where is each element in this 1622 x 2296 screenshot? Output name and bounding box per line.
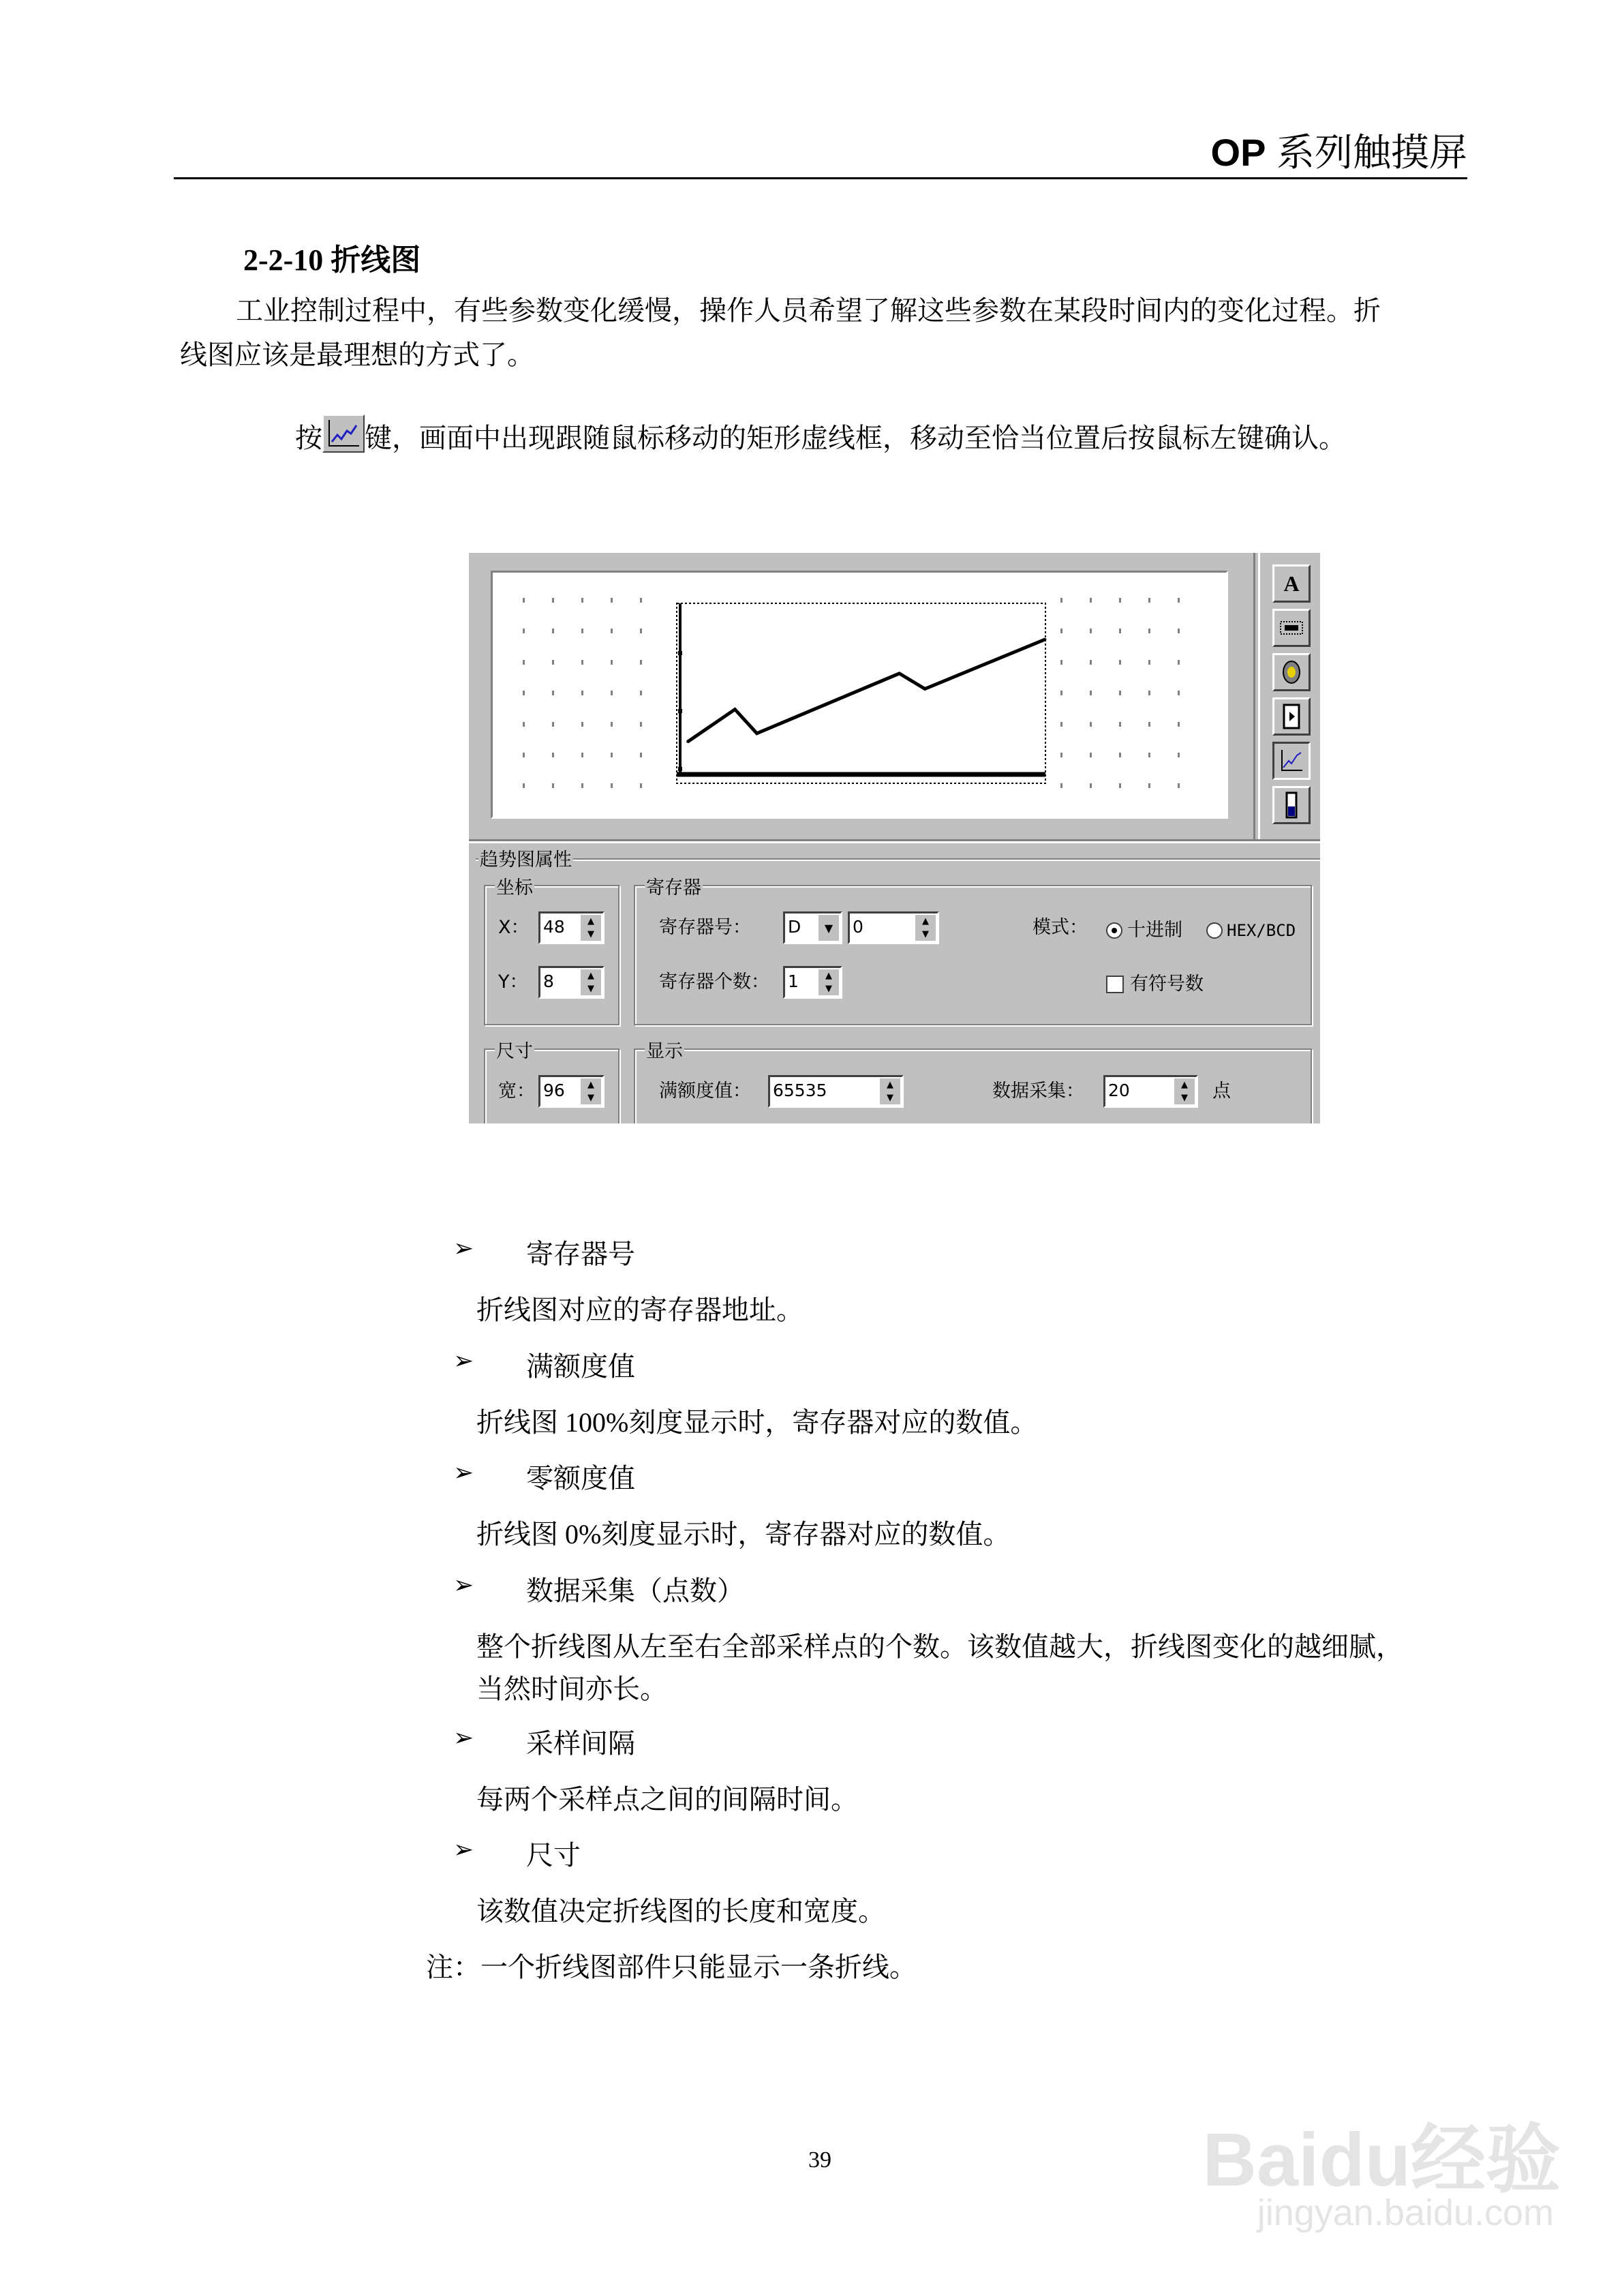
- grid-dot: [640, 629, 642, 633]
- panel-separator: [469, 839, 1320, 843]
- page-number: 39: [808, 2147, 831, 2173]
- trend-chart-icon: [322, 414, 365, 453]
- grid-dot: [611, 598, 613, 603]
- numeric-tool-button[interactable]: [1272, 609, 1311, 647]
- grid-dot: [1090, 598, 1092, 603]
- note: 注：一个折线图部件只能显示一条折线。: [426, 1952, 917, 1982]
- grid-dot: [1119, 598, 1121, 603]
- press-before: 按: [295, 423, 322, 453]
- page-header: [1211, 123, 1467, 177]
- grid-dot: [1178, 629, 1180, 633]
- grid-dot: [1119, 783, 1121, 788]
- watermark-url: jingyan.baidu.com: [1257, 2192, 1554, 2233]
- grid-dot: [523, 783, 525, 788]
- grid-dot: [1148, 598, 1150, 603]
- grid-dot: [1148, 629, 1150, 633]
- grid-dot: [1148, 722, 1150, 727]
- grid-dot: [1090, 753, 1092, 757]
- item-description: 整个折线图从左至右全部采样点的个数。该数值越大，折线图变化的越细腻，: [476, 1631, 1403, 1662]
- x-label: X：: [498, 917, 530, 938]
- bullet-arrow-icon: ➢: [453, 1459, 474, 1486]
- canvas-drawing: [493, 573, 1226, 817]
- mode-label: 模式：: [1032, 917, 1088, 938]
- coord-group: [484, 877, 619, 1025]
- grid-dot: [1060, 722, 1062, 727]
- intro-line-2: 线图应该是最理想的方式了。: [180, 339, 534, 370]
- header-brand: OP: [1210, 131, 1266, 174]
- y-axis-tick: [678, 767, 682, 771]
- grid-dot: [523, 629, 525, 633]
- grid-dot: [1148, 691, 1150, 695]
- grid-dot: [552, 783, 554, 788]
- mode-hex-label: HEX/BCD: [1227, 921, 1296, 940]
- item-description: 当然时间亦长。: [476, 1674, 667, 1704]
- trend-line: [688, 639, 1045, 742]
- samples-spinner[interactable]: ▲ ▼: [1174, 1078, 1195, 1104]
- bullet-arrow-icon: ➢: [453, 1235, 474, 1262]
- text-tool-button[interactable]: [1272, 564, 1311, 603]
- reg-count-input[interactable]: [783, 966, 842, 999]
- full-scale-spinner[interactable]: ▲ ▼: [880, 1078, 900, 1104]
- full-scale-label: 满额度值：: [659, 1081, 751, 1102]
- item-description: 折线图 100%刻度显示时，寄存器对应的数值。: [476, 1407, 1038, 1438]
- grid-dot: [611, 722, 613, 727]
- signed-checkbox[interactable]: [1106, 976, 1124, 993]
- samples-input[interactable]: [1103, 1075, 1198, 1108]
- grid-dot: [581, 783, 583, 788]
- grid-dot: [552, 660, 554, 665]
- grid-dot: [1119, 691, 1121, 695]
- header-rule: [174, 177, 1467, 179]
- trend-chart-icon: [1278, 747, 1305, 774]
- grid-dot: [1178, 753, 1180, 757]
- grid-dot: [640, 722, 642, 727]
- item-title: 满额度值: [526, 1351, 635, 1382]
- signed-label: 有符号数: [1130, 973, 1204, 995]
- text-icon: A: [1283, 571, 1300, 596]
- trend-point: [1045, 638, 1047, 640]
- item-description: 该数值决定折线图的长度和宽度。: [476, 1896, 885, 1927]
- size-group-title: 尺寸: [495, 1036, 534, 1063]
- grid-dot: [640, 660, 642, 665]
- grid-dot: [552, 753, 554, 757]
- mode-dec-label: 十进制: [1127, 920, 1182, 941]
- reg-count-value: 1: [788, 971, 799, 991]
- watermark-text: Baidu经验: [1202, 2118, 1561, 2202]
- grid-dot: [1060, 753, 1062, 757]
- x-value: 48: [543, 917, 565, 937]
- x-input[interactable]: [538, 911, 605, 944]
- register-group-title: 寄存器: [645, 873, 703, 899]
- chevron-down-icon[interactable]: ▼: [818, 915, 839, 941]
- reg-addr-spinner[interactable]: ▲ ▼: [915, 915, 936, 941]
- lamp-icon: [1279, 659, 1304, 686]
- item-title: 数据采集（点数）: [526, 1575, 744, 1606]
- grid-dot: [523, 691, 525, 695]
- grid-dot: [1060, 660, 1062, 665]
- grid-dot: [1060, 629, 1062, 633]
- grid-dot: [640, 753, 642, 757]
- grid-dot: [1119, 753, 1121, 757]
- grid-dot: [640, 691, 642, 695]
- width-value: 96: [543, 1081, 565, 1100]
- grid-dot: [523, 660, 525, 665]
- bar-graph-icon: [1281, 791, 1302, 819]
- grid-dot: [1090, 660, 1092, 665]
- grid-dot: [1060, 783, 1062, 788]
- bullet-arrow-icon: ➢: [453, 1571, 474, 1599]
- toolbar-separator: [1253, 553, 1260, 839]
- bargraph-tool-button[interactable]: [1272, 786, 1311, 824]
- item-description: 每两个采样点之间的间隔时间。: [476, 1784, 858, 1815]
- grid-dot: [1148, 753, 1150, 757]
- reg-type-select[interactable]: [783, 911, 842, 944]
- grid-dot: [1090, 783, 1092, 788]
- trend-tool-button[interactable]: [1272, 742, 1311, 780]
- button-icon: [1281, 704, 1302, 729]
- grid-dot: [1178, 783, 1180, 788]
- grid-dot: [1178, 691, 1180, 695]
- item-title: 尺寸: [526, 1840, 581, 1871]
- width-input[interactable]: [538, 1075, 605, 1108]
- grid-dot: [581, 629, 583, 633]
- display-group-title: 显示: [645, 1036, 684, 1063]
- grid-dot: [1090, 691, 1092, 695]
- reg-no-label: 寄存器号：: [659, 917, 751, 938]
- grid-dot: [1090, 722, 1092, 727]
- width-label: 宽：: [498, 1081, 535, 1102]
- trend-point: [898, 672, 900, 674]
- samples-label: 数据采集：: [992, 1081, 1084, 1102]
- grid-dot: [552, 598, 554, 603]
- full-scale-input[interactable]: [768, 1075, 904, 1108]
- grid-dot: [581, 598, 583, 603]
- reg-addr-value: 0: [853, 917, 863, 937]
- bullet-arrow-icon: ➢: [453, 1836, 474, 1863]
- grid-dot: [1148, 783, 1150, 788]
- coord-group-title: 坐标: [495, 873, 534, 899]
- register-group: [634, 877, 1312, 1025]
- press-instruction: [295, 414, 1346, 460]
- grid-dot: [581, 660, 583, 665]
- lamp-tool-button[interactable]: [1272, 653, 1311, 691]
- grid-dot: [523, 753, 525, 757]
- width-spinner[interactable]: ▲ ▼: [581, 1078, 601, 1104]
- item-title: 零额度值: [526, 1463, 635, 1494]
- grid-dot: [523, 598, 525, 603]
- grid-dot: [581, 753, 583, 757]
- grid-dot: [611, 783, 613, 788]
- full-scale-value: 65535: [773, 1081, 827, 1100]
- trend-chart-dialog: [469, 553, 1320, 1123]
- y-label: Y：: [498, 971, 528, 993]
- button-tool-button[interactable]: [1272, 697, 1311, 736]
- trend-point: [756, 732, 758, 734]
- trend-point: [686, 741, 688, 743]
- grid-dot: [1148, 660, 1150, 665]
- x-spinner[interactable]: ▲ ▼: [581, 915, 601, 941]
- grid-dot: [1060, 691, 1062, 695]
- y-value: 8: [543, 971, 554, 991]
- samples-value: 20: [1108, 1081, 1130, 1100]
- grid-dot: [1119, 629, 1121, 633]
- y-input[interactable]: [538, 966, 605, 999]
- properties-group-line: [476, 858, 1320, 861]
- grid-dot: [1090, 629, 1092, 633]
- y-axis-tick: [678, 651, 682, 655]
- grid-dot: [1178, 722, 1180, 727]
- numeric-display-icon: [1278, 618, 1305, 638]
- item-title: 采样间隔: [526, 1728, 635, 1759]
- selection-frame: [677, 603, 1045, 783]
- reg-type-value: D: [788, 917, 801, 937]
- y-axis-tick: [678, 709, 682, 713]
- grid-dot: [552, 691, 554, 695]
- grid-dot: [581, 691, 583, 695]
- bullet-arrow-icon: ➢: [453, 1724, 474, 1751]
- trend-point: [924, 688, 926, 690]
- grid-dot: [1119, 660, 1121, 665]
- reg-count-spinner[interactable]: ▲ ▼: [818, 969, 839, 995]
- bullet-arrow-icon: ➢: [453, 1347, 474, 1374]
- grid-dot: [611, 753, 613, 757]
- grid-dot: [523, 722, 525, 727]
- trend-point: [734, 708, 736, 710]
- reg-addr-input[interactable]: [848, 911, 939, 944]
- samples-unit: 点: [1212, 1081, 1231, 1102]
- reg-count-label: 寄存器个数：: [659, 971, 769, 993]
- grid-dot: [552, 629, 554, 633]
- mode-dec-radio[interactable]: [1106, 922, 1122, 939]
- grid-dot: [1119, 722, 1121, 727]
- y-spinner[interactable]: ▲ ▼: [581, 969, 601, 995]
- grid-dot: [552, 722, 554, 727]
- grid-dot: [611, 691, 613, 695]
- item-description: 折线图对应的寄存器地址。: [476, 1295, 804, 1325]
- grid-dot: [640, 598, 642, 603]
- grid-dot: [611, 660, 613, 665]
- properties-group-title: 趋势图属性: [478, 845, 573, 871]
- grid-dot: [1060, 598, 1062, 603]
- grid-dot: [1178, 598, 1180, 603]
- grid-dot: [1178, 660, 1180, 665]
- intro-line-1: 工业控制过程中，有些参数变化缓慢，操作人员希望了解这些参数在某段时间内的变化过程。折: [236, 295, 1381, 326]
- grid-dot: [581, 722, 583, 727]
- item-title: 寄存器号: [526, 1239, 635, 1269]
- header-title: 系列触摸屏: [1276, 131, 1467, 174]
- grid-dot: [611, 629, 613, 633]
- design-canvas[interactable]: [491, 571, 1228, 819]
- section-heading: 2-2-10 折线图: [243, 243, 421, 277]
- mode-hex-radio[interactable]: [1206, 922, 1223, 939]
- press-after: 键，画面中出现跟随鼠标移动的矩形虚线框，移动至恰当位置后按鼠标左键确认。: [365, 423, 1346, 453]
- item-description: 折线图 0%刻度显示时，寄存器对应的数值。: [476, 1519, 1011, 1550]
- grid-dot: [640, 783, 642, 788]
